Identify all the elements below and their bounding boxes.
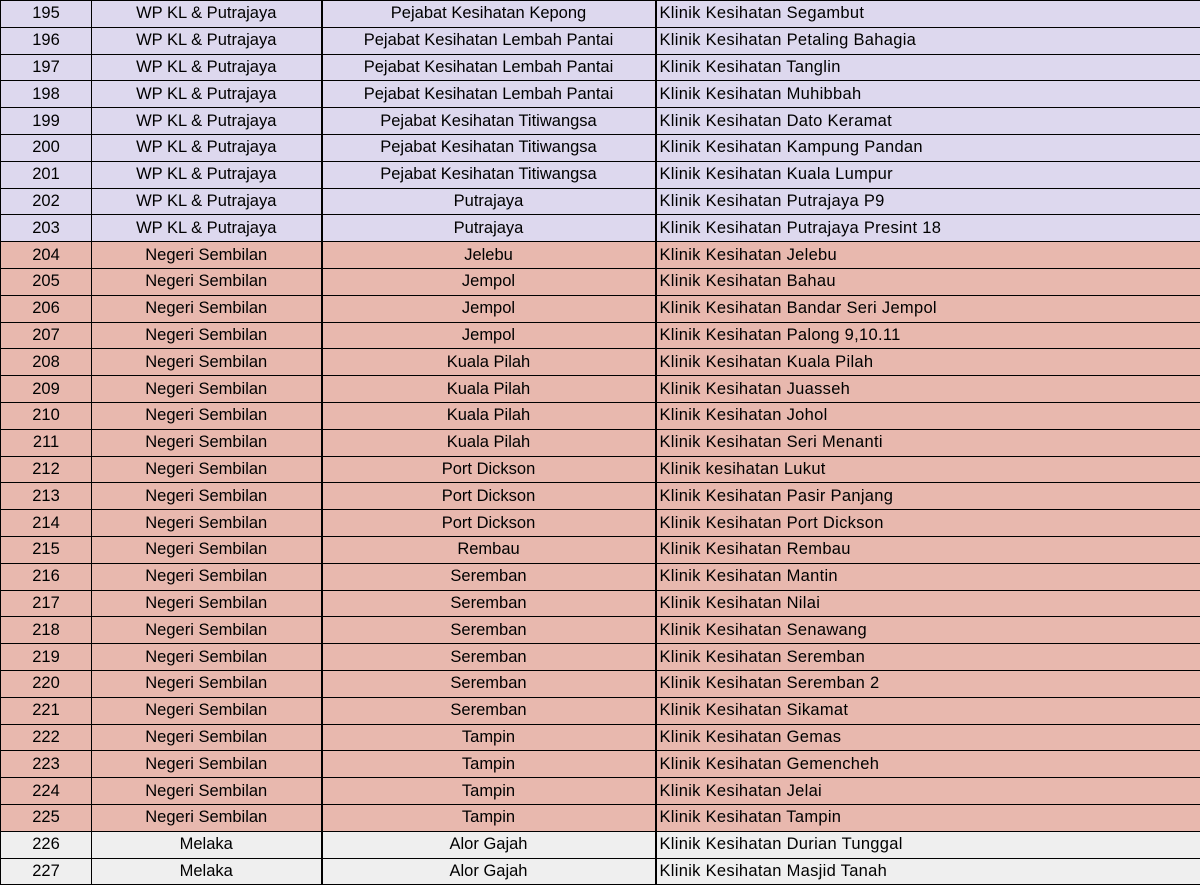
state-cell: Negeri Sembilan [92, 697, 322, 724]
row-number: 210 [1, 402, 92, 429]
table-row [1, 81, 1200, 108]
state-cell: Negeri Sembilan [92, 563, 322, 590]
clinic-name-cell: Klinik Kesihatan Gemencheh [656, 751, 1200, 778]
clinic-name-cell: Klinik Kesihatan Bandar Seri Jempol [656, 295, 1200, 322]
health-office-cell: Jempol [322, 295, 656, 322]
health-office-cell: Alor Gajah [322, 831, 656, 858]
row-number: 211 [1, 429, 92, 456]
health-office-cell: Tampin [322, 724, 656, 751]
table-row [1, 831, 1200, 858]
table-row [1, 134, 1200, 161]
state-cell: Negeri Sembilan [92, 644, 322, 671]
state-cell: Negeri Sembilan [92, 670, 322, 697]
clinic-name-cell: Klinik Kesihatan Jelebu [656, 242, 1200, 269]
health-office-cell: Pejabat Kesihatan Lembah Pantai [322, 54, 656, 81]
health-office-cell: Seremban [322, 563, 656, 590]
row-number: 221 [1, 697, 92, 724]
table-row [1, 644, 1200, 671]
table-row [1, 751, 1200, 778]
health-office-cell: Putrajaya [322, 188, 656, 215]
table-row [1, 322, 1200, 349]
row-number: 207 [1, 322, 92, 349]
health-office-cell: Seremban [322, 670, 656, 697]
state-cell: Negeri Sembilan [92, 268, 322, 295]
health-office-cell: Jelebu [322, 242, 656, 269]
health-office-cell: Seremban [322, 697, 656, 724]
clinic-name-cell: Klinik Kesihatan Putrajaya Presint 18 [656, 215, 1200, 242]
clinic-name-cell: Klinik Kesihatan Putrajaya P9 [656, 188, 1200, 215]
table-row [1, 215, 1200, 242]
state-cell: Negeri Sembilan [92, 429, 322, 456]
clinic-name-cell: Klinik Kesihatan Seri Menanti [656, 429, 1200, 456]
health-office-cell: Pejabat Kesihatan Titiwangsa [322, 108, 656, 135]
clinic-name-cell: Klinik Kesihatan Kuala Lumpur [656, 161, 1200, 188]
table-row [1, 54, 1200, 81]
health-office-cell: Pejabat Kesihatan Lembah Pantai [322, 27, 656, 54]
row-number: 226 [1, 831, 92, 858]
clinic-table-body [1, 1, 1200, 885]
clinic-name-cell: Klinik Kesihatan Bahau [656, 268, 1200, 295]
clinic-name-cell: Klinik Kesihatan Dato Keramat [656, 108, 1200, 135]
state-cell: Negeri Sembilan [92, 376, 322, 403]
state-cell: Negeri Sembilan [92, 590, 322, 617]
clinic-name-cell: Klinik Kesihatan Nilai [656, 590, 1200, 617]
state-cell: WP KL & Putrajaya [92, 188, 322, 215]
row-number: 225 [1, 804, 92, 831]
state-cell: WP KL & Putrajaya [92, 134, 322, 161]
table-row [1, 724, 1200, 751]
row-number: 219 [1, 644, 92, 671]
state-cell: Negeri Sembilan [92, 751, 322, 778]
clinic-name-cell: Klinik Kesihatan Palong 9,10.11 [656, 322, 1200, 349]
table-row [1, 456, 1200, 483]
health-office-cell: Pejabat Kesihatan Titiwangsa [322, 134, 656, 161]
clinic-name-cell: Klinik Kesihatan Pasir Panjang [656, 483, 1200, 510]
clinic-name-cell: Klinik Kesihatan Juasseh [656, 376, 1200, 403]
health-office-cell: Pejabat Kesihatan Kepong [322, 1, 656, 28]
clinic-name-cell: Klinik Kesihatan Johol [656, 402, 1200, 429]
state-cell: Negeri Sembilan [92, 295, 322, 322]
row-number: 196 [1, 27, 92, 54]
health-office-cell: Rembau [322, 536, 656, 563]
table-row [1, 429, 1200, 456]
clinic-name-cell: Klinik Kesihatan Seremban 2 [656, 670, 1200, 697]
clinic-name-cell: Klinik Kesihatan Kuala Pilah [656, 349, 1200, 376]
table-row [1, 617, 1200, 644]
row-number: 203 [1, 215, 92, 242]
row-number: 215 [1, 536, 92, 563]
row-number: 208 [1, 349, 92, 376]
health-office-cell: Alor Gajah [322, 858, 656, 885]
clinic-name-cell: Klinik Kesihatan Sikamat [656, 697, 1200, 724]
state-cell: Negeri Sembilan [92, 483, 322, 510]
state-cell: WP KL & Putrajaya [92, 81, 322, 108]
state-cell: Negeri Sembilan [92, 724, 322, 751]
health-office-cell: Tampin [322, 751, 656, 778]
row-number: 200 [1, 134, 92, 161]
clinic-name-cell: Klinik Kesihatan Senawang [656, 617, 1200, 644]
row-number: 212 [1, 456, 92, 483]
table-row [1, 563, 1200, 590]
table-row [1, 242, 1200, 269]
row-number: 223 [1, 751, 92, 778]
table-row [1, 268, 1200, 295]
state-cell: WP KL & Putrajaya [92, 161, 322, 188]
health-office-cell: Seremban [322, 644, 656, 671]
state-cell: Negeri Sembilan [92, 510, 322, 537]
state-cell: Negeri Sembilan [92, 349, 322, 376]
state-cell: Negeri Sembilan [92, 402, 322, 429]
state-cell: WP KL & Putrajaya [92, 54, 322, 81]
row-number: 202 [1, 188, 92, 215]
table-row [1, 1, 1200, 28]
state-cell: Negeri Sembilan [92, 804, 322, 831]
health-office-cell: Seremban [322, 590, 656, 617]
health-office-cell: Pejabat Kesihatan Titiwangsa [322, 161, 656, 188]
table-row [1, 670, 1200, 697]
table-row [1, 483, 1200, 510]
table-row [1, 188, 1200, 215]
clinic-name-cell: Klinik Kesihatan Masjid Tanah [656, 858, 1200, 885]
state-cell: WP KL & Putrajaya [92, 27, 322, 54]
clinic-name-cell: Klinik Kesihatan Seremban [656, 644, 1200, 671]
clinic-name-cell: Klinik Kesihatan Gemas [656, 724, 1200, 751]
health-office-cell: Pejabat Kesihatan Lembah Pantai [322, 81, 656, 108]
row-number: 220 [1, 670, 92, 697]
state-cell: Negeri Sembilan [92, 242, 322, 269]
table-row [1, 590, 1200, 617]
health-office-cell: Kuala Pilah [322, 429, 656, 456]
clinic-name-cell: Klinik Kesihatan Muhibbah [656, 81, 1200, 108]
row-number: 206 [1, 295, 92, 322]
state-cell: WP KL & Putrajaya [92, 215, 322, 242]
table-row [1, 778, 1200, 805]
health-office-cell: Kuala Pilah [322, 402, 656, 429]
table-row [1, 858, 1200, 885]
clinic-name-cell: Klinik Kesihatan Mantin [656, 563, 1200, 590]
state-cell: Negeri Sembilan [92, 322, 322, 349]
row-number: 209 [1, 376, 92, 403]
row-number: 197 [1, 54, 92, 81]
table-row [1, 697, 1200, 724]
health-office-cell: Tampin [322, 778, 656, 805]
table-row [1, 402, 1200, 429]
row-number: 204 [1, 242, 92, 269]
clinic-name-cell: Klinik Kesihatan Tampin [656, 804, 1200, 831]
clinic-name-cell: Klinik Kesihatan Jelai [656, 778, 1200, 805]
clinic-name-cell: Klinik Kesihatan Kampung Pandan [656, 134, 1200, 161]
state-cell: Negeri Sembilan [92, 617, 322, 644]
clinic-name-cell: Klinik Kesihatan Port Dickson [656, 510, 1200, 537]
state-cell: Melaka [92, 831, 322, 858]
table-row [1, 349, 1200, 376]
health-office-cell: Kuala Pilah [322, 349, 656, 376]
health-office-cell: Jempol [322, 322, 656, 349]
health-office-cell: Jempol [322, 268, 656, 295]
row-number: 201 [1, 161, 92, 188]
clinic-name-cell: Klinik kesihatan Lukut [656, 456, 1200, 483]
clinic-name-cell: Klinik Kesihatan Segambut [656, 1, 1200, 28]
clinic-name-cell: Klinik Kesihatan Tanglin [656, 54, 1200, 81]
state-cell: WP KL & Putrajaya [92, 1, 322, 28]
row-number: 205 [1, 268, 92, 295]
row-number: 218 [1, 617, 92, 644]
row-number: 214 [1, 510, 92, 537]
health-office-cell: Seremban [322, 617, 656, 644]
clinic-name-cell: Klinik Kesihatan Durian Tunggal [656, 831, 1200, 858]
table-row [1, 804, 1200, 831]
row-number: 213 [1, 483, 92, 510]
row-number: 224 [1, 778, 92, 805]
health-office-cell: Port Dickson [322, 483, 656, 510]
table-row [1, 161, 1200, 188]
health-office-cell: Tampin [322, 804, 656, 831]
row-number: 227 [1, 858, 92, 885]
health-office-cell: Kuala Pilah [322, 376, 656, 403]
row-number: 195 [1, 1, 92, 28]
health-office-cell: Port Dickson [322, 456, 656, 483]
state-cell: Negeri Sembilan [92, 536, 322, 563]
state-cell: Negeri Sembilan [92, 456, 322, 483]
clinic-name-cell: Klinik Kesihatan Rembau [656, 536, 1200, 563]
row-number: 222 [1, 724, 92, 751]
state-cell: Negeri Sembilan [92, 778, 322, 805]
clinic-name-cell: Klinik Kesihatan Petaling Bahagia [656, 27, 1200, 54]
row-number: 216 [1, 563, 92, 590]
health-office-cell: Port Dickson [322, 510, 656, 537]
row-number: 199 [1, 108, 92, 135]
row-number: 217 [1, 590, 92, 617]
table-row [1, 510, 1200, 537]
table-row [1, 376, 1200, 403]
row-number: 198 [1, 81, 92, 108]
table-row [1, 295, 1200, 322]
table-row [1, 108, 1200, 135]
table-row [1, 536, 1200, 563]
health-office-cell: Putrajaya [322, 215, 656, 242]
table-row [1, 27, 1200, 54]
state-cell: Melaka [92, 858, 322, 885]
state-cell: WP KL & Putrajaya [92, 108, 322, 135]
